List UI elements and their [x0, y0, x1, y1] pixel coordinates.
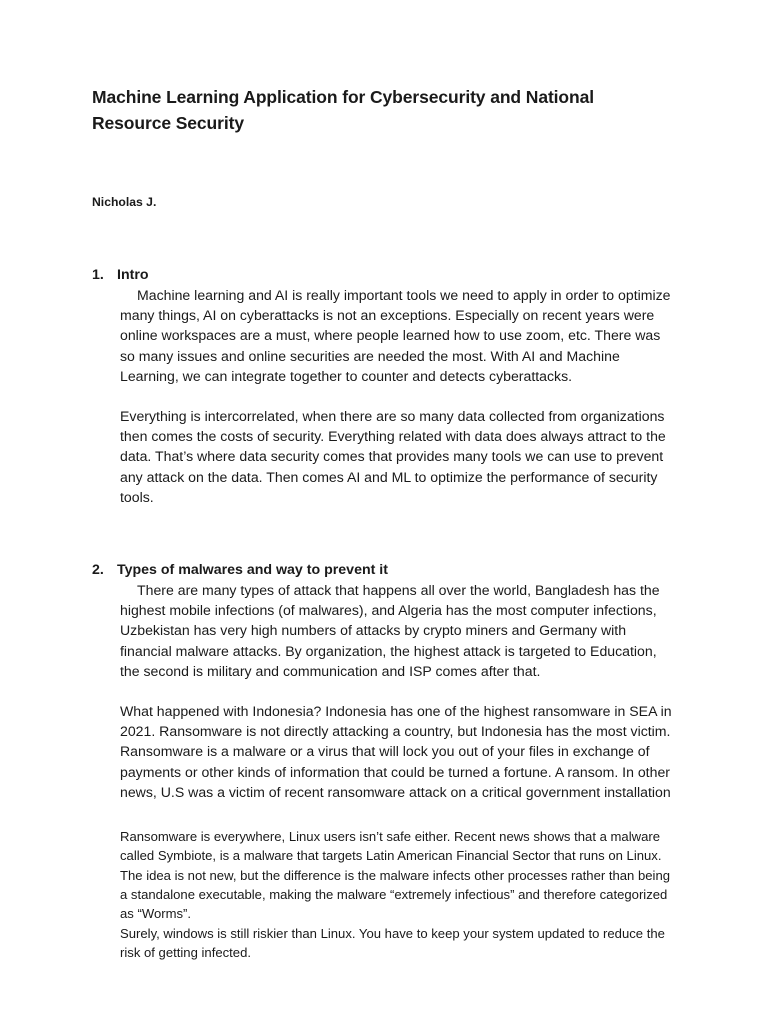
section-heading-intro [92, 265, 672, 285]
paragraph: There are many types of attack that happens all over the world, Bangladesh has the highest mobile infections (of malwares), and Algeria has the most computer infections, Uzbekistan has very high numbers of attacks by crypto miners and Germany with financial malware attacks. By organization, the highest attack is targeted to Education, the second is military and communication and ISP comes after that. [120, 582, 660, 679]
section-title: Types of malwares and way to prevent it [117, 562, 388, 579]
paragraph: Ransomware is everywhere, Linux users isn’t safe either. Recent news shows that a malware called Symbiote, is a malware that targets Latin American Financial Sector that runs on Linux. The idea is not new, but the difference is the malware infects other processes rather than being a standalone executable, making the malware “extremely infectious” and therefore categorized as “Worms”. [120, 829, 671, 922]
section-1-body [120, 285, 672, 507]
section-number: 2. [92, 562, 104, 579]
author-byline: Nicholas J. [92, 195, 157, 209]
section-title: Intro [117, 267, 149, 283]
section-number: 1. [92, 267, 104, 283]
paragraph: Surely, windows is still riskier than Linux. You have to keep your system updated to reduce the risk of getting infected. [120, 925, 665, 960]
page-title: Machine Learning Application for Cybersecurity and National Resource Security [92, 87, 595, 133]
section-2-body-addendum [120, 827, 672, 962]
paragraph: What happened with Indonesia? Indonesia has one of the highest ransomware in SEA in 2021. Ransomware is not directly attacking a country, but Indonesia has the most victim. Ransomware is a malware or a virus that will lock you out of your files in exchange of payments or other kinds of information that could be turned a fortune. A ransom. In other news, U.S was a victim of recent ransomware attack on a critical government installation [120, 703, 672, 800]
section-2-body [120, 580, 672, 802]
paragraph: Everything is intercorrelated, when there are so many data collected from organizations then comes the costs of security. Everything related with data does always attract to the data. That’s where data security comes that provides many tools we can use to prevent any attack on the data. Then comes AI and ML to optimize the performance of security tools. [120, 408, 666, 505]
paragraph: Machine learning and AI is really important tools we need to apply in order to optimize many things, AI on cyberattacks is not an exceptions. Especially on recent years were online workspaces are a must, where people learned how to use zoom, etc. There was so many issues and online securities are needed the most. With AI and Machine Learning, we can integrate together to counter and detects cyberattacks. [120, 287, 671, 384]
section-heading-types-of-malwares [92, 560, 672, 580]
